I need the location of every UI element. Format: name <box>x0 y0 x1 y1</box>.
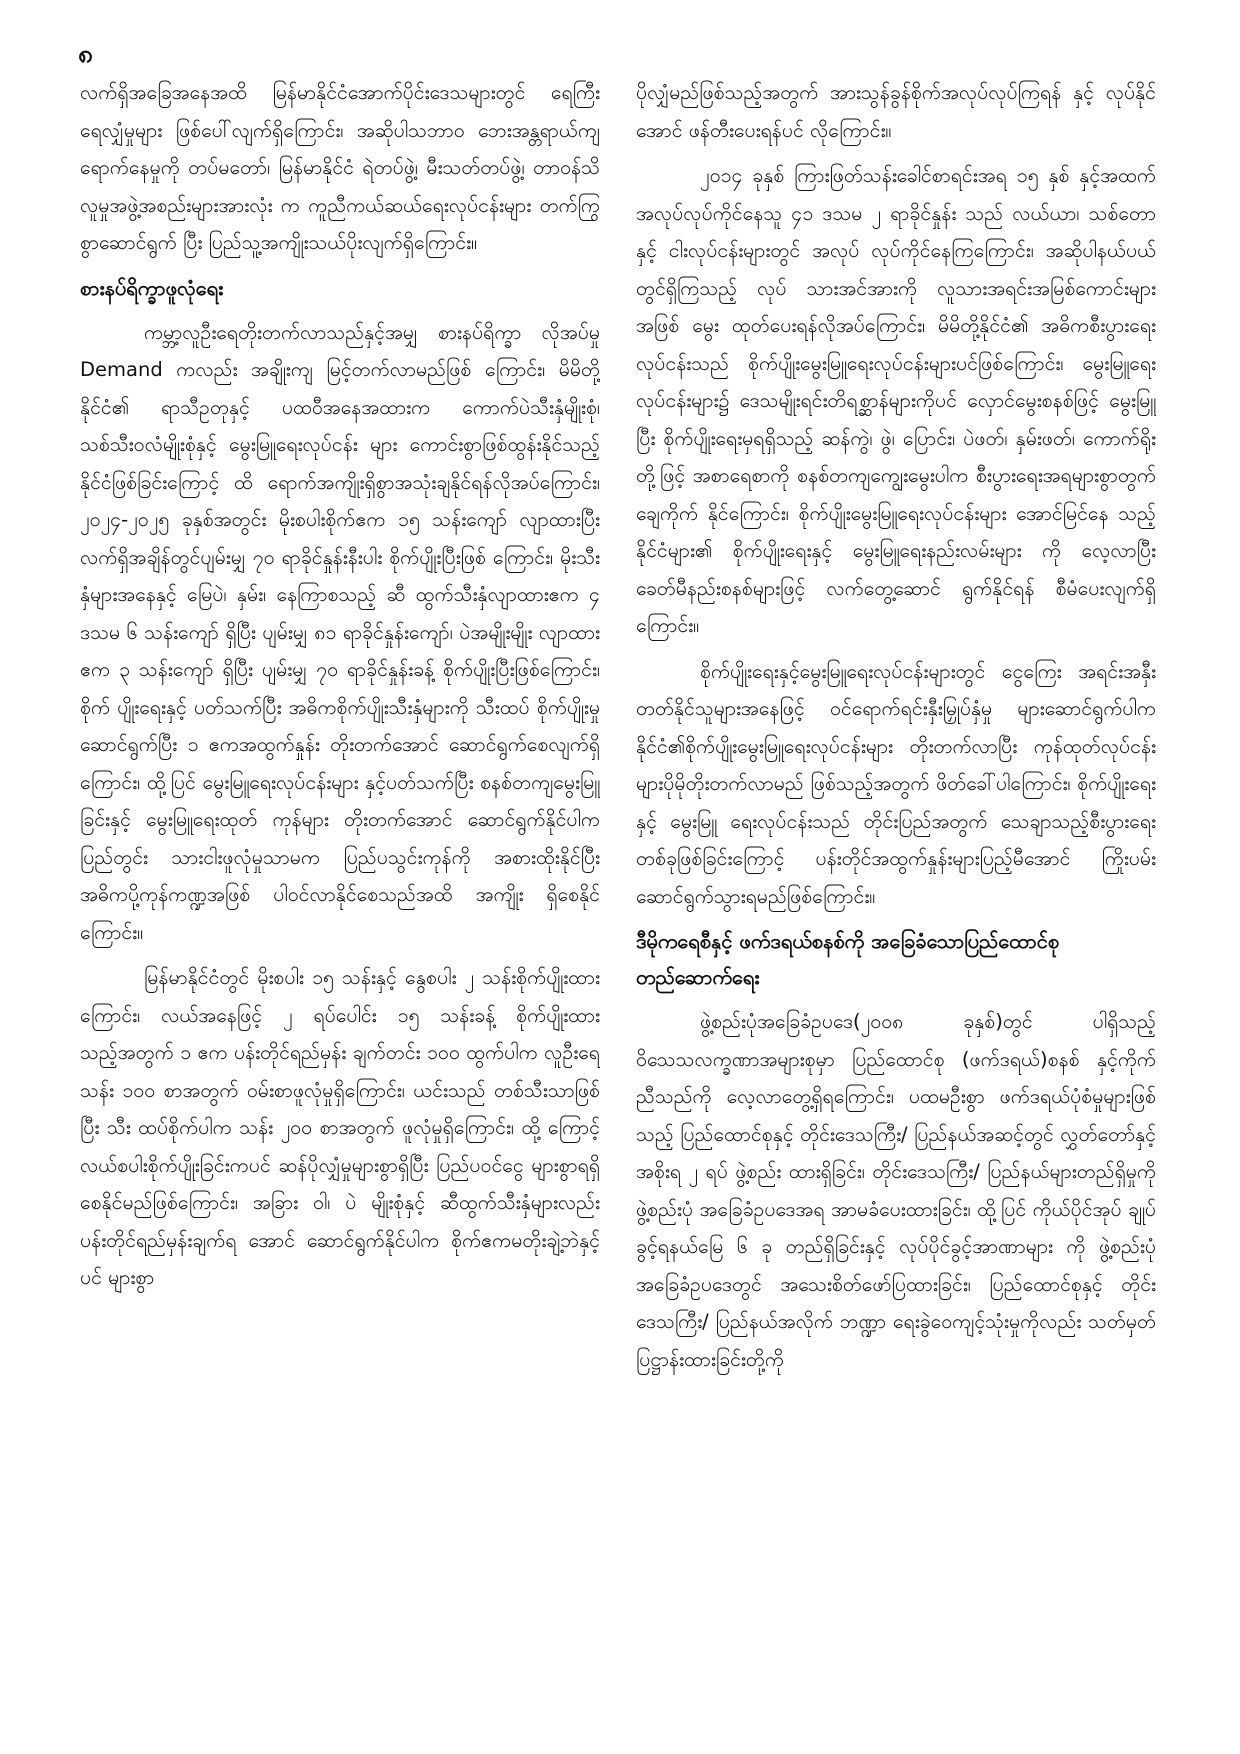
left-paragraph-3: မြန်မာနိုင်ငံတွင် မိုးစပါး ၁၅ သန်းနှင့် နွေစပါး ၂ သန်းစိုက်ပျိုးထားကြောင်း၊ လယ်အနေဖြင့် ၂ ရပ်ပေါင်း ၁၅ သန်းခန့် စိုက်ပျိုးထားသည့်အတွက် ၁ ဧက ပန်းတိုင်ရည်မှန်း ချက်တင်း ၁၀၀ ထွက်ပါက လူဦးရေ သန်း ၁၀၀ စာအတွက် ဝမ်းစာဖူလုံမှုရှိကြောင်း၊ ယင်းသည် တစ်သီးသာဖြစ်ပြီး သီး ထပ်စိုက်ပါက သန်း ၂၀၀ စာအတွက် ဖူလုံမှုရှိကြောင်း၊ ထို့ ကြောင့် လယ်စပါးစိုက်ပျိုးခြင်းကပင် ဆန်ပိုလျှံမှုများစွာရှိပြီး ပြည်ပဝင်ငွေ များစွာရရှိစေနိုင်မည်ဖြစ်ကြောင်း၊ အခြား ဝါ၊ ပဲ မျိုးစုံနှင့် ဆီထွက်သီးနှံများလည်း ပန်းတိုင်ရည်မှန်းချက်ရ အောင် ဆောင်ရွက်နိုင်ပါက စိုက်ဧကမတိုးချဲ့ဘဲနှင့်ပင် များစွာ <box>80 966 600 1289</box>
right-paragraph-3: စိုက်ပျိုးရေးနှင့်မွေးမြူရေးလုပ်ငန်းများတွင် ငွေကြေး အရင်းအနှီးတတ်နိုင်သူများအနေဖြင့် ဝင်ရောက်ရင်းနှီးမြှုပ်နှံမှု များဆောင်ရွက်ပါက နိုင်ငံ၏စိုက်ပျိုးမွေးမြူရေးလုပ်ငန်းများ တိုးတက်လာပြီး ကုန်ထုတ်လုပ်ငန်းများပိုမိုတိုးတက်လာမည် ဖြစ်သည့်အတွက် ဖိတ်ခေါ်ပါကြောင်း၊ စိုက်ပျိုးရေးနှင့် မွေးမြူ ရေးလုပ်ငန်းသည် တိုင်းပြည်အတွက် သေချာသည့်စီးပွားရေး တစ်ခုဖြစ်ခြင်းကြောင့် ပန်းတိုင်အထွက်နှုန်းများပြည့်မီအောင် ကြိုးပမ်းဆောင်ရွက်သွားရမည်ဖြစ်ကြောင်း။ <box>636 659 1156 908</box>
section-heading-food-security: စားနပ်ရိက္ခာဖူလုံရေး <box>80 275 224 300</box>
left-paragraph-2: ကမ္ဘာ့လူဦးရေတိုးတက်လာသည်နှင့်အမျှ စားနပ်ရိက္ခာ လိုအပ်မှု Demand ကလည်း အချိုးကျ မြင့်တက်လာမည်ဖြစ် ကြောင်း၊ မိမိတို့နိုင်ငံ၏ ရာသီဥတုနှင့် ပထဝီအနေအထားက ကောက်ပဲသီးနှံမျိုးစုံ၊ သစ်သီးဝလံမျိုးစုံနှင့် မွေးမြူရေးလုပ်ငန်း များ ကောင်းစွာဖြစ်ထွန်းနိုင်သည့် နိုင်ငံဖြစ်ခြင်းကြောင့် ထိ ရောက်အကျိုးရှိစွာအသုံးချနိုင်ရန်လိုအပ်ကြောင်း၊ ၂၀၂၄-၂၀၂၅ ခုနှစ်အတွင်း မိုးစပါးစိုက်ဧက ၁၅ သန်းကျော် လျာထားပြီး လက်ရှိအချိန်တွင်ပျမ်းမျှ ၇၀ ရာခိုင်နှုန်းနီးပါး စိုက်ပျိုးပြီးဖြစ် ကြောင်း၊ မိုးသီးနှံများအနေနှင့် မြေပဲ၊ နှမ်း၊ နေကြာစသည့် ဆီ ထွက်သီးနှံလျာထားဧက ၄ ဒသမ ၆ သန်းကျော် ရှိပြီး ပျမ်းမျှ ၈၁ ရာခိုင်နှုန်းကျော်၊ ပဲအမျိုးမျိုး လျာထားဧက ၃ သန်းကျော် ရှိပြီး ပျမ်းမျှ ၇၀ ရာခိုင်နှုန်းခန့် စိုက်ပျိုးပြီးဖြစ်ကြောင်း၊ စိုက် ပျိုးရေးနှင့် ပတ်သက်ပြီး အဓိကစိုက်ပျိုးသီးနှံများကို သီးထပ် စိုက်ပျိုးမှုဆောင်ရွက်ပြီး ၁ ဧကအထွက်နှုန်း တိုးတက်အောင် ဆောင်ရွက်စေလျက်ရှိကြောင်း၊ ထို့ပြင် မွေးမြူရေးလုပ်ငန်းများ နှင့်ပတ်သက်ပြီး စနစ်တကျမွေးမြူခြင်းနှင့် မွေးမြူရေးထုတ် ကုန်များ တိုးတက်အောင် ဆောင်ရွက်နိုင်ပါက ပြည်တွင်း သားငါးဖူလုံမှုသာမက ပြည်ပသွင်းကုန်ကို အစားထိုးနိုင်ပြီး အဓိကပို့ကုန်ကဏ္ဍအဖြစ် ပါဝင်လာနိုင်စေသည်အထိ အကျိုး ရှိစေနိုင်ကြောင်း။ <box>80 320 600 944</box>
left-column <box>80 74 600 1724</box>
right-paragraph-4: ဖွဲ့စည်းပုံအခြေခံဥပဒေ(၂၀၀၈ ခုနှစ်)တွင် ပါရှိသည့် ဝိသေသလက္ခဏာအများစုမှာ ပြည်ထောင်စု (ဖက်ဒရယ်)စနစ် နှင့်ကိုက်ညီသည်ကို လေ့လာတွေ့ရှိရကြောင်း၊ ပထမဦးစွာ ဖက်ဒရယ်ပုံစံမှုများဖြစ်သည့် ပြည်ထောင်စုနှင့် တိုင်းဒေသကြီး/ ပြည်နယ်အဆင့်တွင် လွှတ်တော်နှင့်အစိုးရ ၂ ရပ် ဖွဲ့စည်း ထားရှိခြင်း၊ တိုင်းဒေသကြီး/ ပြည်နယ်များတည်ရှိမှုကို ဖွဲ့စည်းပုံ အခြေခံဥပဒေအရ အာမခံပေးထားခြင်း၊ ထို့ပြင် ကိုယ်ပိုင်အုပ် ချုပ်ခွင့်ရနယ်မြေ ၆ ခု တည်ရှိခြင်းနှင့် လုပ်ပိုင်ခွင့်အာဏာများ ကို ဖွဲ့စည်းပုံအခြေခံဥပဒေတွင် အသေးစိတ်ဖော်ပြထားခြင်း၊ ပြည်ထောင်စုနှင့် တိုင်းဒေသကြီး/ ပြည်နယ်အလိုက် ဘဏ္ဍာ ရေးခွဲဝေကျင့်သုံးမှုကိုလည်း သတ်မှတ်ပြဋ္ဌာန်းထားခြင်းတို့ကို <box>636 1010 1156 1371</box>
section-heading-federal-union: ဒီမိုကရေစီနှင့် ဖက်ဒရယ်စနစ်ကို အခြေခံသောပြည်ထောင်စု တည်ဆောက်ရေး <box>636 929 1060 989</box>
right-paragraph-1: ပိုလျှံမည်ဖြစ်သည့်အတွက် အားသွန်ခွန်စိုက်အလုပ်လုပ်ကြရန် နှင့် လုပ်နိုင်အောင် ဖန်တီးပေးရန်ပင် လိုကြောင်း။ <box>636 81 1156 142</box>
right-paragraph-2: ၂၀၁၄ ခုနှစ် ကြားဖြတ်သန်းခေါင်စာရင်းအရ ၁၅ နှစ် နှင့်အထက် အလုပ်လုပ်ကိုင်နေသူ ၄၁ ဒသမ ၂ ရာခိုင်နှုန်း သည် လယ်ယာ၊ သစ်တောနှင့် ငါးလုပ်ငန်းများတွင် အလုပ် လုပ်ကိုင်နေကြကြောင်း၊ အဆိုပါနယ်ပယ်တွင်ရှိကြသည့် လုပ် သားအင်အားကို လူသားအရင်းအမြစ်ကောင်းများအဖြစ် မွေး ထုတ်ပေးရန်လိုအပ်ကြောင်း၊ မိမိတို့နိုင်ငံ၏ အဓိကစီးပွားရေး လုပ်ငန်းသည် စိုက်ပျိုးမွေးမြူရေးလုပ်ငန်းများပင်ဖြစ်ကြောင်း၊ မွေးမြူရေးလုပ်ငန်းများ၌ ဒေသမျိုးရင်းတိရစ္ဆာန်များကိုပင် လှောင်မွေးစနစ်ဖြင့် မွေးမြူပြီး စိုက်ပျိုးရေးမှရရှိသည့် ဆန်ကွဲ၊ ဖွဲ၊ ပြောင်း၊ ပဲဖတ်၊ နှမ်းဖတ်၊ ကောက်ရိုးတို့ဖြင့် အစာရေစာကို စနစ်တကျကျွေးမွေးပါက စီးပွားရေးအရများစွာတွက်ချေကိုက် နိုင်ကြောင်း၊ စိုက်ပျိုးမွေးမြူရေးလုပ်ငန်းများ အောင်မြင်နေ သည့်နိုင်ငံများ၏ စိုက်ပျိုးရေးနှင့် မွေးမြူရေးနည်းလမ်းများ ကို လေ့လာပြီး ခေတ်မီနည်းစနစ်များဖြင့် လက်တွေ့ဆောင် ရွက်နိုင်ရန် စီမံပေးလျက်ရှိကြောင်း။ <box>636 164 1156 637</box>
left-paragraph-1: လက်ရှိအခြေအနေအထိ မြန်မာနိုင်ငံအောက်ပိုင်းဒေသများတွင် ရေကြီးရေလျှံမှုများ ဖြစ်ပေါ်လျက်ရှိကြောင်း၊ အဆိုပါသဘာဝ ဘေးအန္တရာယ်ကျရောက်နေမှုကို တပ်မတော်၊ မြန်မာနိုင်ငံ ရဲတပ်ဖွဲ့၊ မီးသတ်တပ်ဖွဲ့၊ တာဝန်သိလူမှုအဖွဲ့အစည်းများအားလုံး က ကူညီကယ်ဆယ်ရေးလုပ်ငန်းများ တက်ကြွစွာဆောင်ရွက် ပြီး ပြည်သူ့အကျိုးသယ်ပိုးလျက်ရှိကြောင်း။ <box>80 81 600 254</box>
page-number: ၈ <box>78 39 93 69</box>
right-column <box>636 74 1156 1724</box>
